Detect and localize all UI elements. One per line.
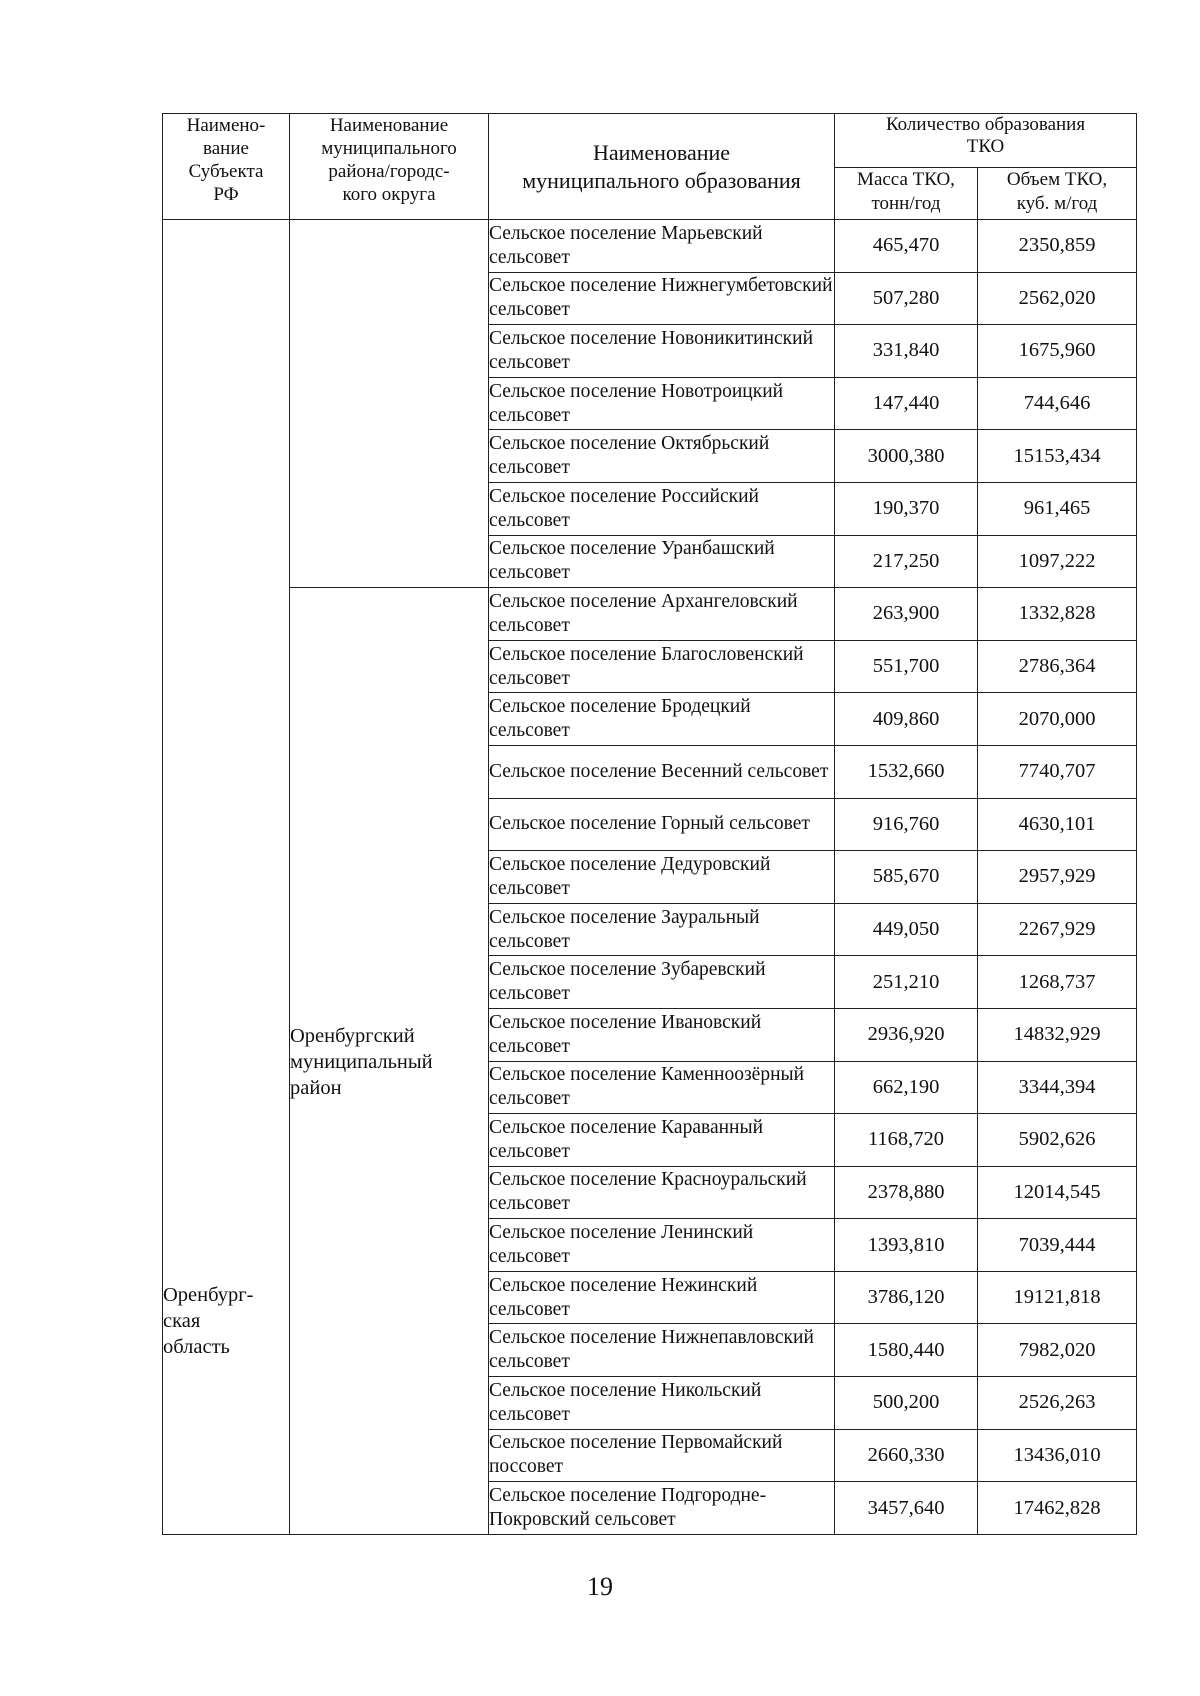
municipality-name: Сельское поселение Дедуровский сельсовет bbox=[489, 851, 835, 904]
volume-value: 7039,444 bbox=[978, 1219, 1137, 1272]
municipality-name: Сельское поселение Зубаревский сельсовет bbox=[489, 956, 835, 1009]
page-number: 19 bbox=[587, 1572, 613, 1601]
table-row bbox=[163, 220, 1137, 273]
volume-value: 1268,737 bbox=[978, 956, 1137, 1009]
municipality-name: Сельское поселение Новоникитинский сельсовет bbox=[489, 325, 835, 378]
volume-value: 17462,828 bbox=[978, 1482, 1137, 1535]
municipality-name: Сельское поселение Весенний сельсовет bbox=[489, 745, 835, 798]
mass-value: 190,370 bbox=[835, 482, 978, 535]
mass-value: 251,210 bbox=[835, 956, 978, 1009]
municipality-name: Сельское поселение Архангеловский сельсовет bbox=[489, 588, 835, 641]
volume-value: 13436,010 bbox=[978, 1429, 1137, 1482]
mass-value: 449,050 bbox=[835, 903, 978, 956]
header-subject bbox=[163, 114, 290, 220]
header-district-text: Наименование муниципального района/городс- кого округа bbox=[321, 115, 457, 205]
volume-value: 15153,434 bbox=[978, 430, 1137, 483]
mass-value: 1168,720 bbox=[835, 1114, 978, 1167]
volume-value: 2267,929 bbox=[978, 903, 1137, 956]
municipality-name: Сельское поселение Нижнепавловский сельсовет bbox=[489, 1324, 835, 1377]
volume-value: 744,646 bbox=[978, 377, 1137, 430]
volume-value: 3344,394 bbox=[978, 1061, 1137, 1114]
header-mass-text: Масса ТКО, тонн/год bbox=[857, 169, 955, 214]
header-quantity-text: Количество образования ТКО bbox=[885, 114, 1086, 157]
mass-value: 500,200 bbox=[835, 1377, 978, 1430]
volume-value: 2562,020 bbox=[978, 272, 1137, 325]
mass-value: 409,860 bbox=[835, 693, 978, 746]
header-volume-text: Объем ТКО, куб. м/год bbox=[1006, 169, 1108, 214]
municipality-name: Сельское поселение Новотроицкий сельсовет bbox=[489, 377, 835, 430]
municipality-name: Сельское поселение Горный сельсовет bbox=[489, 798, 835, 851]
volume-value: 14832,929 bbox=[978, 1008, 1137, 1061]
municipality-name: Сельское поселение Никольский сельсовет bbox=[489, 1377, 835, 1430]
municipality-name: Сельское поселение Красноуральский сельсовет bbox=[489, 1166, 835, 1219]
mass-value: 217,250 bbox=[835, 535, 978, 588]
municipality-name: Сельское поселение Ленинский сельсовет bbox=[489, 1219, 835, 1272]
mass-value: 662,190 bbox=[835, 1061, 978, 1114]
mass-value: 3000,380 bbox=[835, 430, 978, 483]
municipality-name: Сельское поселение Нижнегумбетовский сельсовет bbox=[489, 272, 835, 325]
mass-value: 1532,660 bbox=[835, 745, 978, 798]
mass-value: 1580,440 bbox=[835, 1324, 978, 1377]
header-district bbox=[290, 114, 489, 220]
tko-table bbox=[162, 113, 1137, 1535]
mass-value: 551,700 bbox=[835, 640, 978, 693]
volume-value: 19121,818 bbox=[978, 1271, 1137, 1324]
mass-value: 507,280 bbox=[835, 272, 978, 325]
municipality-name: Сельское поселение Нежинский сельсовет bbox=[489, 1271, 835, 1324]
table-row bbox=[163, 588, 1137, 641]
mass-value: 2660,330 bbox=[835, 1429, 978, 1482]
volume-value: 1097,222 bbox=[978, 535, 1137, 588]
volume-value: 961,465 bbox=[978, 482, 1137, 535]
header-mass bbox=[835, 168, 978, 220]
mass-value: 2936,920 bbox=[835, 1008, 978, 1061]
municipality-name: Сельское поселение Подгородне-Покровский сельсовет bbox=[489, 1482, 835, 1535]
municipality-name: Сельское поселение Благословенский сельсовет bbox=[489, 640, 835, 693]
header-municipality-text: Наименование муниципального образования bbox=[522, 139, 801, 193]
subject-name: Оренбург- ская область bbox=[163, 1284, 254, 1358]
municipality-name: Сельское поселение Бродецкий сельсовет bbox=[489, 693, 835, 746]
volume-value: 2957,929 bbox=[978, 851, 1137, 904]
mass-value: 465,470 bbox=[835, 220, 978, 273]
volume-value: 5902,626 bbox=[978, 1114, 1137, 1167]
district-cell bbox=[290, 588, 489, 1535]
municipality-name: Сельское поселение Марьевский сельсовет bbox=[489, 220, 835, 273]
mass-value: 3457,640 bbox=[835, 1482, 978, 1535]
municipality-name: Сельское поселение Ивановский сельсовет bbox=[489, 1008, 835, 1061]
municipality-name: Сельское поселение Российский сельсовет bbox=[489, 482, 835, 535]
volume-value: 2070,000 bbox=[978, 693, 1137, 746]
header-municipality bbox=[489, 114, 835, 220]
mass-value: 3786,120 bbox=[835, 1271, 978, 1324]
mass-value: 147,440 bbox=[835, 377, 978, 430]
header-volume bbox=[978, 168, 1137, 220]
municipality-name: Сельское поселение Караванный сельсовет bbox=[489, 1114, 835, 1167]
district-cell bbox=[290, 220, 489, 588]
header-subject-text: Наимено- вание Субъекта РФ bbox=[186, 115, 266, 205]
volume-value: 1675,960 bbox=[978, 325, 1137, 378]
tko-table-body bbox=[163, 220, 1137, 1535]
municipality-name: Сельское поселение Первомайский поссовет bbox=[489, 1429, 835, 1482]
volume-value: 12014,545 bbox=[978, 1166, 1137, 1219]
header-quantity bbox=[835, 114, 1137, 168]
municipality-name: Сельское поселение Каменноозёрный сельсовет bbox=[489, 1061, 835, 1114]
municipality-name: Сельское поселение Зауральный сельсовет bbox=[489, 903, 835, 956]
volume-value: 2786,364 bbox=[978, 640, 1137, 693]
subject-cell bbox=[163, 220, 290, 1535]
volume-value: 2350,859 bbox=[978, 220, 1137, 273]
volume-value: 4630,101 bbox=[978, 798, 1137, 851]
mass-value: 585,670 bbox=[835, 851, 978, 904]
mass-value: 263,900 bbox=[835, 588, 978, 641]
district-name: Оренбургский муниципальный район bbox=[290, 1025, 433, 1100]
municipality-name: Сельское поселение Октябрьский сельсовет bbox=[489, 430, 835, 483]
volume-value: 7982,020 bbox=[978, 1324, 1137, 1377]
volume-value: 7740,707 bbox=[978, 745, 1137, 798]
volume-value: 1332,828 bbox=[978, 588, 1137, 641]
mass-value: 331,840 bbox=[835, 325, 978, 378]
mass-value: 2378,880 bbox=[835, 1166, 978, 1219]
mass-value: 916,760 bbox=[835, 798, 978, 851]
mass-value: 1393,810 bbox=[835, 1219, 978, 1272]
volume-value: 2526,263 bbox=[978, 1377, 1137, 1430]
municipality-name: Сельское поселение Уранбашский сельсовет bbox=[489, 535, 835, 588]
